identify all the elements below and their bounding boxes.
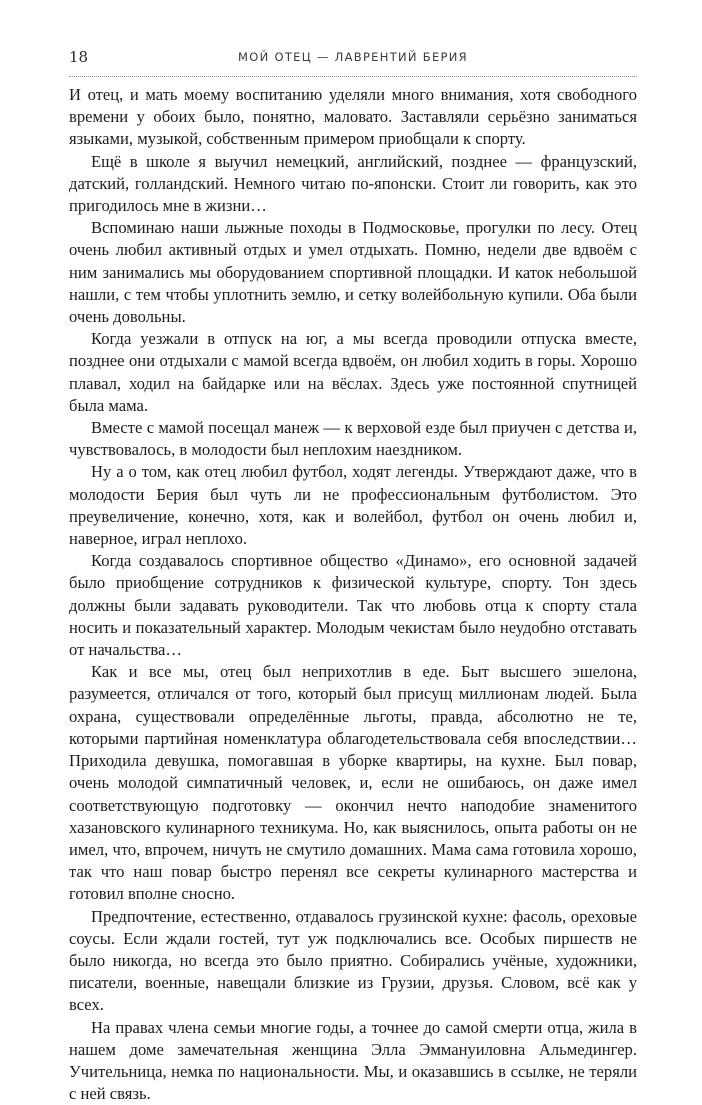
paragraph: Ну а о том, как отец любил футбол, ходят легенды. Утверждают даже, что в молодости Берия был чуть ли не профессиональным футболистом. Это преувеличение, конечно, хотя, как и волейбол, футбол он очень любил и, наверное, играл неплохо. <box>69 462 637 549</box>
page-header <box>69 48 637 74</box>
paragraph: Когда создавалось спортивное общество «Динамо», его основной задачей было приобщение сотрудников к физической культуре, спорту. Тон здесь должны были задавать руководители. Так что любовь отца к спорту стала носить и показательный характер. Молодым чекистам было неудобно отставать от начальства… <box>69 551 637 660</box>
running-title: МОЙ ОТЕЦ — ЛАВРЕНТИЙ БЕРИЯ <box>238 50 468 64</box>
header-rule <box>69 76 637 77</box>
paragraph: Вместе с мамой посещал манеж — к верховой езде был приучен с детства и, чувствовалось, в молодости был неплохим наездником. <box>69 418 637 460</box>
paragraph: Ещё в школе я выучил немецкий, английский, позднее — французский, датский, голландский. Немного читаю по-японски. Стоит ли говорить, как это пригодилось мне в жизни… <box>69 151 637 216</box>
paragraph: Как и все мы, отец был неприхотлив в еде. Быт высшего эшелона, разумеется, отличался от того, который был присущ миллионам людей. Была охрана, существовали определённые льготы, правда, абсолютно не те, которыми партийная номенклатура облагодетельствовала себя впоследствии… Приходила девушка, помогавшая в уборке квартиры, на кухне. Был повар, очень молодой симпатичный человек, и, если не ошибаюсь, он даже имел соответствующую подготовку — окончил нечто наподобие знаменитого хазановского кулинарного техникума. Но, как выяснилось, опыта работы он не имел, что, впрочем, ничуть не смутило домашних. Мама сама готовила хорошо, так что наш повар быстро перенял все секреты кулинарного мастерства и готовил вполне сносно. <box>69 662 637 904</box>
paragraph: Вспоминаю наши лыжные походы в Подмосковье, прогулки по лесу. Отец очень любил активный отдых и умел отдыхать. Помню, недели две вдвоём с ним занимались мы оборудованием спортивной площадки. И каток небольшой нашли, с тем чтобы уплотнить землю, и сетку волейбольную купили. Оба были очень довольны. <box>69 218 637 327</box>
paragraph: И отец, и мать моему воспитанию уделяли много внимания, хотя свободного времени у обоих было, понятно, маловато. Заставляли серьёзно заниматься языками, музыкой, собственным примером приобщали к спорту. <box>69 85 637 149</box>
paragraph: Когда уезжали в отпуск на юг, а мы всегда проводили отпуска вместе, позднее они отдыхали с мамой всегда вдвоём, он любил ходить в горы. Хорошо плавал, ходил на байдарке или на вёслах. Здесь уже постоянной спутницей была мама. <box>69 329 637 415</box>
paragraph: Предпочтение, естественно, отдавалось грузинской кухне: фасоль, ореховые соусы. Если ждали гостей, тут уж подключались все. Особых пиршеств не было никогда, но всегда это было приятно. Собирались учёные, художники, писатели, военные, навещали близкие из Грузии, друзья. Словом, всё как у всех. <box>69 906 637 1015</box>
page-number: 18 <box>69 48 89 66</box>
paragraph: На правах члена семьи многие годы, а точнее до самой смерти отца, жила в нашем доме замечательная женщина Элла Эммануиловна Альмедингер. Учительница, немка по национальности. Мы, и оказавшись в ссылке, не теряли с ней связь. <box>69 1017 637 1104</box>
body-text <box>69 84 637 1105</box>
